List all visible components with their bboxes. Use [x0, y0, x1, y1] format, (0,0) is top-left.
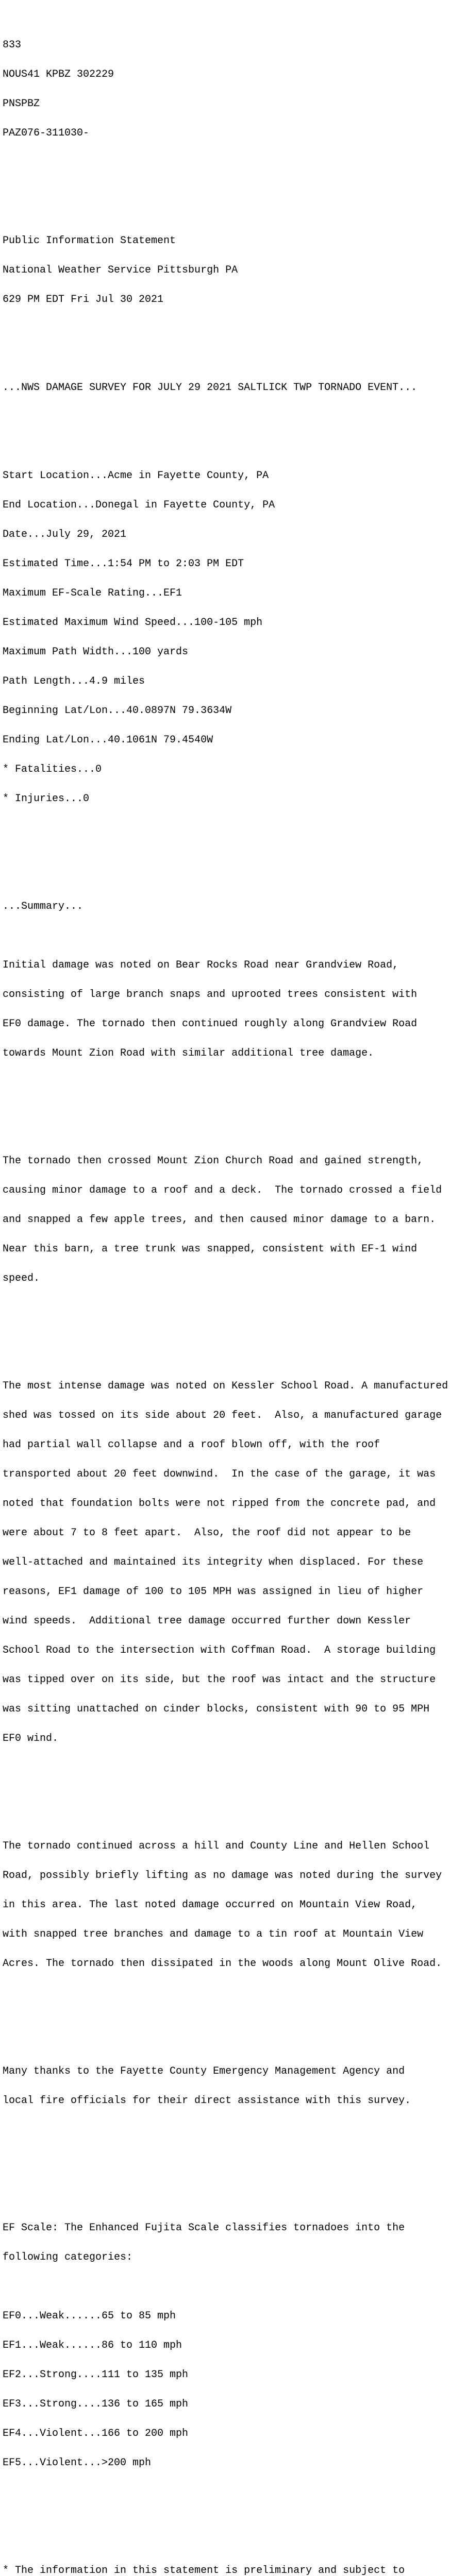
product-header-line: PNSPBZ — [3, 98, 40, 110]
ef-scale-category: EF2...Strong....111 to 135 mph — [3, 2369, 189, 2381]
product-header-line: NOUS41 KPBZ 302229 — [3, 69, 114, 80]
title-block — [3, 216, 450, 324]
ef-scale-category: EF1...Weak......86 to 110 mph — [3, 2340, 182, 2351]
injuries: * Injuries...0 — [3, 793, 90, 805]
summary-line: well-attached and maintained its integrity when displaced. For these — [3, 1556, 424, 1568]
summary-line: with snapped tree branches and damage to a tin roof at Mountain View — [3, 1928, 424, 1940]
ending-lat-lon: Ending Lat/Lon...40.1061N 79.4540W — [3, 734, 213, 746]
summary-line: wind speeds. Additional tree damage occurred further down Kessler — [3, 1615, 411, 1627]
ef-scale-section — [3, 2204, 450, 2487]
summary-line: noted that foundation bolts were not ripped from the concrete pad, and — [3, 1498, 436, 1510]
summary-line: The tornado then crossed Mount Zion Church Road and gained strength, — [3, 1155, 424, 1167]
blank-line — [3, 344, 450, 353]
start-location: Start Location...Acme in Fayette County, PA — [3, 470, 269, 482]
blank-line — [3, 1323, 450, 1332]
summary-paragraph — [3, 941, 450, 1078]
issue-time: 629 PM EDT Fri Jul 30 2021 — [3, 294, 164, 306]
summary-line: causing minor damage to a roof and a deck. The tornado crossed a field — [3, 1184, 442, 1196]
summary-line: towards Mount Zion Road with similar additional tree damage. — [3, 1047, 374, 1059]
beginning-lat-lon: Beginning Lat/Lon...40.0897N 79.3634W — [3, 705, 232, 717]
product-header-line: 833 — [3, 39, 22, 51]
summary-line: and snapped a few apple trees, and then caused minor damage to a barn. — [3, 1214, 436, 1226]
summary-line: Acres. The tornado then dissipated in the woods along Mount Olive Road. — [3, 1958, 442, 1970]
summary-line: had partial wall collapse and a roof blown off, with the roof — [3, 1439, 380, 1451]
summary-paragraph — [3, 1137, 450, 1303]
summary-line: local fire officials for their direct assistance with this survey. — [3, 2095, 411, 2107]
ef-scale-intro: EF Scale: The Enhanced Fujita Scale classifies tornadoes into the — [3, 2222, 405, 2234]
summary-line: EF0 wind. — [3, 1733, 59, 1744]
summary-line: Road, possibly briefly lifting as no damage was noted during the survey — [3, 1870, 442, 1882]
blank-line — [3, 2507, 450, 2517]
summary-line: speed. — [3, 1273, 40, 1284]
summary-line: reasons, EF1 damage of 100 to 105 MPH was assigned in lieu of higher — [3, 1586, 424, 1598]
statement-title: Public Information Statement — [3, 235, 176, 247]
summary-paragraph — [3, 1822, 450, 1988]
issuing-office: National Weather Service Pittsburgh PA — [3, 264, 238, 276]
summary-line: School Road to the intersection with Coffman Road. A storage building — [3, 1645, 436, 1656]
summary-line: was sitting unattached on cinder blocks, consistent with 90 to 95 MPH — [3, 1703, 430, 1715]
blank-line — [3, 843, 450, 853]
summary-line: The most intense damage was noted on Kessler School Road. A manufactured — [3, 1380, 448, 1392]
summary-line: transported about 20 feet downwind. In the case of the garage, it was — [3, 1468, 436, 1480]
product-header — [3, 21, 450, 158]
summary-line: Many thanks to the Fayette County Emergency Management Agency and — [3, 2065, 405, 2077]
summary-line: in this area. The last noted damage occurred on Mountain View Road, — [3, 1899, 418, 1911]
max-path-width: Maximum Path Width...100 yards — [3, 646, 189, 658]
summary-section — [3, 882, 450, 2145]
headline: ...NWS DAMAGE SURVEY FOR JULY 29 2021 SALTLICK TWP TORNADO EVENT... — [3, 382, 418, 394]
ef-scale-intro: following categories: — [3, 2251, 133, 2263]
estimated-time: Estimated Time...1:54 PM to 2:03 PM EDT — [3, 558, 244, 570]
summary-line: Initial damage was noted on Bear Rocks Road near Grandview Road, — [3, 959, 399, 971]
summary-line: Near this barn, a tree trunk was snapped, consistent with EF-1 wind — [3, 1243, 418, 1255]
event-date: Date...July 29, 2021 — [3, 529, 127, 540]
product-header-line: PAZ076-311030- — [3, 127, 90, 139]
blank-line — [3, 2008, 450, 2018]
max-ef-rating: Maximum EF-Scale Rating...EF1 — [3, 587, 182, 599]
summary-paragraph — [3, 1362, 450, 1763]
fatalities: * Fatalities...0 — [3, 764, 102, 775]
summary-line: The tornado continued across a hill and County Line and Hellen School — [3, 1840, 430, 1852]
disclaimer — [3, 2546, 450, 2576]
summary-line: EF0 damage. The tornado then continued roughly along Grandview Road — [3, 1018, 418, 1030]
path-length: Path Length...4.9 miles — [3, 675, 145, 687]
disclaimer-line: * The information in this statement is preliminary and subject to — [3, 2565, 405, 2576]
ef-scale-category: EF4...Violent...166 to 200 mph — [3, 2428, 189, 2439]
acknowledgement-paragraph — [3, 2047, 450, 2125]
blank-line — [3, 412, 450, 422]
summary-line: shed was tossed on its side about 20 feet. Also, a manufactured garage — [3, 1410, 442, 1421]
ef-scale-category: EF0...Weak......65 to 85 mph — [3, 2310, 176, 2322]
blank-line — [3, 1783, 450, 1792]
event-details — [3, 451, 450, 823]
summary-line: was tipped over on its side, but the roof was intact and the structure — [3, 1674, 436, 1686]
blank-line — [3, 177, 450, 187]
end-location: End Location...Donegal in Fayette County, PA — [3, 499, 275, 511]
summary-heading: ...Summary... — [3, 901, 84, 912]
blank-line — [3, 2282, 450, 2292]
max-wind-speed: Estimated Maximum Wind Speed...100-105 mph — [3, 617, 263, 629]
blank-line — [3, 1097, 450, 1107]
ef-scale-category: EF3...Strong....136 to 165 mph — [3, 2398, 189, 2410]
blank-line — [3, 2164, 450, 2174]
ef-scale-category: EF5...Violent...>200 mph — [3, 2457, 152, 2469]
summary-line: were about 7 to 8 feet apart. Also, the roof did not appear to be — [3, 1527, 411, 1539]
summary-line: consisting of large branch snaps and uprooted trees consistent with — [3, 989, 418, 1001]
